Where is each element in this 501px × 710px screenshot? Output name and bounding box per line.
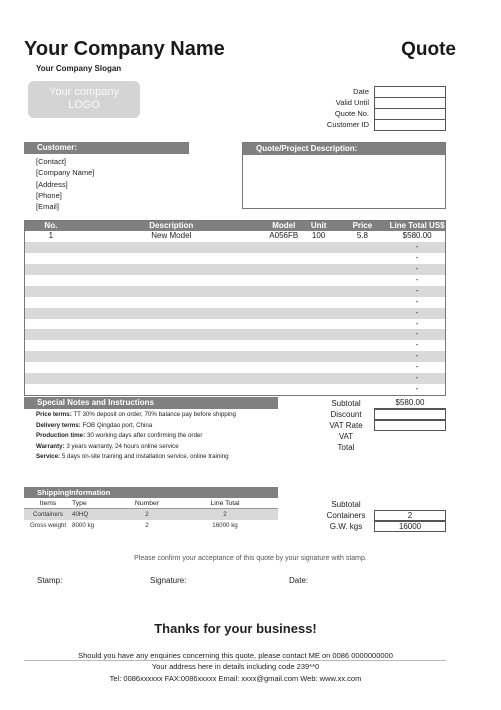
vat-rate-field[interactable] bbox=[374, 420, 446, 431]
vat-rate-label: VAT Rate bbox=[329, 421, 363, 430]
containers-field[interactable]: 2 bbox=[374, 510, 446, 521]
item-unit[interactable] bbox=[302, 242, 336, 253]
items-table bbox=[24, 220, 446, 396]
item-no[interactable] bbox=[25, 275, 77, 286]
gw-label: G.W. kgs bbox=[329, 522, 363, 531]
item-price[interactable] bbox=[336, 264, 390, 275]
date-signature-label: Date: bbox=[289, 576, 309, 585]
item-unit[interactable] bbox=[302, 362, 336, 373]
document-title: Quote bbox=[401, 39, 456, 60]
item-model[interactable] bbox=[266, 308, 302, 319]
item-model[interactable] bbox=[266, 329, 302, 340]
note-delivery-terms: Delivery terms: FOB Qingdao port, China bbox=[36, 421, 153, 429]
ship-total: 16000 kg bbox=[212, 522, 238, 529]
company-name: Your Company Name bbox=[24, 38, 225, 60]
item-model[interactable] bbox=[266, 242, 302, 253]
item-line-total[interactable]: - bbox=[415, 252, 419, 262]
table-row bbox=[25, 384, 445, 395]
item-no[interactable] bbox=[25, 286, 77, 297]
item-no[interactable] bbox=[25, 373, 77, 384]
item-price[interactable] bbox=[336, 297, 390, 308]
item-model[interactable] bbox=[266, 297, 302, 308]
item-unit[interactable] bbox=[302, 264, 336, 275]
shipping-row bbox=[24, 520, 278, 531]
item-price[interactable] bbox=[336, 373, 390, 384]
customer-email[interactable]: [Email] bbox=[36, 202, 59, 212]
item-model[interactable] bbox=[266, 264, 302, 275]
customer-company[interactable]: [Company Name] bbox=[36, 168, 95, 178]
company-slogan: Your Company Slogan bbox=[36, 64, 122, 73]
customer-id-label: Customer ID bbox=[326, 120, 369, 129]
table-row bbox=[25, 351, 445, 362]
item-price[interactable] bbox=[336, 242, 390, 253]
item-description[interactable] bbox=[77, 275, 266, 286]
item-model[interactable]: A056FB bbox=[269, 231, 299, 240]
item-price[interactable]: 5.8 bbox=[356, 231, 368, 240]
customer-id-field[interactable] bbox=[374, 119, 446, 131]
ship-number: 2 bbox=[145, 522, 149, 529]
item-unit[interactable] bbox=[302, 308, 336, 319]
item-line-total[interactable]: - bbox=[415, 274, 419, 284]
ship-type: 8000 kg bbox=[72, 522, 95, 529]
signature-label: Signature: bbox=[150, 576, 187, 585]
item-model[interactable] bbox=[266, 362, 302, 373]
ship-type: 40HQ bbox=[72, 511, 89, 518]
item-model[interactable] bbox=[266, 253, 302, 264]
item-price[interactable] bbox=[336, 308, 390, 319]
item-line-total[interactable]: - bbox=[415, 285, 419, 295]
item-no[interactable] bbox=[25, 351, 77, 362]
item-line-total[interactable]: - bbox=[415, 351, 419, 361]
table-row bbox=[25, 308, 445, 319]
customer-address[interactable]: [Address] bbox=[36, 179, 68, 189]
shipping-row bbox=[24, 509, 278, 520]
item-description[interactable] bbox=[77, 242, 266, 253]
gw-field[interactable]: 16000 bbox=[374, 521, 446, 532]
notes-heading: Special Notes and Instructions bbox=[24, 397, 278, 409]
stamp-label: Stamp: bbox=[37, 576, 63, 585]
subtotal-label: Subtotal bbox=[331, 399, 361, 408]
item-no[interactable] bbox=[25, 384, 77, 395]
item-description[interactable] bbox=[77, 351, 266, 362]
item-unit[interactable] bbox=[302, 340, 336, 351]
contact-text: Tel: 0086xxxxxx FAX:0086xxxxx Email: xxxx@gmail.com Web: www.xx.com bbox=[109, 674, 362, 683]
table-row bbox=[25, 231, 445, 242]
date-label: Date bbox=[353, 87, 369, 96]
customer-phone[interactable]: [Phone] bbox=[36, 190, 62, 200]
item-line-total[interactable]: - bbox=[415, 384, 419, 394]
item-price[interactable] bbox=[336, 384, 390, 395]
item-no[interactable] bbox=[25, 329, 77, 340]
item-unit[interactable] bbox=[302, 319, 336, 330]
item-unit[interactable] bbox=[302, 275, 336, 286]
item-description[interactable] bbox=[77, 384, 266, 395]
ship-item: Containers bbox=[33, 511, 63, 518]
enquiry-text: Should you have any enquiries concerning this quote, please contact ME on 0086 0000000000 bbox=[78, 651, 393, 660]
address-text: Your address here in details including code 239**0 bbox=[151, 662, 320, 671]
item-model[interactable] bbox=[266, 286, 302, 297]
customer-section bbox=[24, 142, 189, 212]
items-table-header bbox=[25, 221, 445, 231]
item-unit[interactable] bbox=[302, 329, 336, 340]
item-price[interactable] bbox=[336, 329, 390, 340]
customer-heading: Customer: bbox=[24, 142, 189, 154]
item-model[interactable] bbox=[266, 351, 302, 362]
table-row bbox=[25, 340, 445, 351]
subtotal-value: $580.00 bbox=[374, 398, 446, 409]
shipping-table bbox=[24, 487, 278, 531]
customer-contact[interactable]: [Contact] bbox=[36, 157, 67, 166]
ship-number: 2 bbox=[145, 511, 149, 518]
thanks-text: Thanks for your business! bbox=[154, 621, 317, 636]
item-price[interactable] bbox=[336, 340, 390, 351]
table-row bbox=[25, 242, 445, 253]
item-description[interactable] bbox=[77, 297, 266, 308]
logo-text-line1: Your company bbox=[49, 86, 119, 98]
logo-text-line2: LOGO bbox=[68, 99, 100, 111]
item-no[interactable] bbox=[25, 253, 77, 264]
item-unit[interactable]: 100 bbox=[311, 231, 326, 240]
ship-type-header: Type bbox=[72, 500, 87, 507]
item-line-total[interactable]: - bbox=[415, 307, 419, 317]
table-row bbox=[25, 362, 445, 373]
item-description[interactable] bbox=[77, 329, 266, 340]
total-label: Total bbox=[337, 443, 355, 452]
item-unit[interactable] bbox=[302, 373, 336, 384]
item-line-total[interactable]: - bbox=[415, 241, 419, 251]
item-price[interactable] bbox=[336, 362, 390, 373]
item-line-total[interactable]: - bbox=[415, 362, 419, 372]
table-row bbox=[25, 319, 445, 330]
item-line-total[interactable]: - bbox=[415, 329, 419, 339]
company-logo bbox=[28, 81, 140, 118]
item-description[interactable]: New Model bbox=[151, 231, 192, 240]
item-description[interactable] bbox=[77, 264, 266, 275]
item-price[interactable] bbox=[336, 275, 390, 286]
items-table-body bbox=[25, 231, 445, 395]
discount-field[interactable] bbox=[374, 409, 446, 420]
table-row bbox=[25, 297, 445, 308]
table-row bbox=[25, 264, 445, 275]
containers-label: Containers bbox=[326, 511, 366, 520]
item-description[interactable] bbox=[77, 253, 266, 264]
ship-number-header: Number bbox=[134, 500, 160, 507]
quote-no-label: Quote No. bbox=[334, 109, 369, 118]
item-price[interactable] bbox=[336, 253, 390, 264]
item-line-total[interactable]: - bbox=[415, 373, 419, 383]
shipping-header-row bbox=[24, 498, 278, 509]
item-description[interactable] bbox=[77, 373, 266, 384]
item-line-total[interactable]: - bbox=[415, 263, 419, 273]
discount-label: Discount bbox=[330, 410, 362, 419]
item-description[interactable] bbox=[77, 308, 266, 319]
item-unit[interactable] bbox=[302, 286, 336, 297]
item-no[interactable] bbox=[25, 340, 77, 351]
ship-items-header: Items bbox=[39, 500, 57, 507]
item-line-total[interactable]: - bbox=[415, 318, 419, 328]
item-unit[interactable] bbox=[302, 253, 336, 264]
item-no[interactable] bbox=[25, 297, 77, 308]
ship-item: Gross weight bbox=[29, 522, 67, 529]
project-heading: Quote/Project Description: bbox=[243, 143, 445, 155]
item-line-total[interactable]: - bbox=[415, 340, 419, 350]
confirm-text: Please confirm your acceptance of this quote by your signature with stamp. bbox=[134, 555, 367, 562]
note-warranty: Warranty: 3 years warranty, 24 hours online service bbox=[36, 442, 179, 450]
table-row bbox=[25, 373, 445, 384]
item-no[interactable] bbox=[25, 362, 77, 373]
notes-section bbox=[24, 397, 278, 463]
item-model[interactable] bbox=[266, 319, 302, 330]
item-description[interactable] bbox=[77, 319, 266, 330]
table-row bbox=[25, 275, 445, 286]
table-row bbox=[25, 253, 445, 264]
shipping-heading: ShippingInformation bbox=[24, 487, 278, 498]
col-total-header: Line Total US$ bbox=[389, 221, 445, 230]
ship-subtotal-label: Subtotal bbox=[331, 500, 361, 509]
ship-line-total-header: Line Total bbox=[210, 500, 240, 507]
item-unit[interactable] bbox=[302, 351, 336, 362]
col-description-header: Description bbox=[149, 221, 194, 230]
col-price-header: Price bbox=[352, 221, 373, 230]
item-description[interactable] bbox=[77, 362, 266, 373]
item-unit[interactable] bbox=[302, 297, 336, 308]
item-model[interactable] bbox=[266, 340, 302, 351]
item-price[interactable] bbox=[336, 319, 390, 330]
item-no[interactable]: 1 bbox=[48, 231, 54, 240]
col-unit-header: Unit bbox=[310, 221, 327, 230]
item-model[interactable] bbox=[266, 373, 302, 384]
item-no[interactable] bbox=[25, 264, 77, 275]
item-no[interactable] bbox=[25, 308, 77, 319]
ship-total: 2 bbox=[223, 511, 227, 518]
item-no[interactable] bbox=[25, 319, 77, 330]
item-model[interactable] bbox=[266, 384, 302, 395]
note-price-terms: Price terms: TT 30% deposit on order, 70% balance pay before shipping bbox=[36, 411, 236, 418]
note-production-time: Production time: 30 working days after confirming the order bbox=[36, 432, 203, 439]
valid-until-label: Valid Until bbox=[335, 98, 369, 107]
col-no-header: No. bbox=[44, 221, 58, 230]
item-description[interactable] bbox=[77, 286, 266, 297]
col-model-header: Model bbox=[272, 221, 296, 230]
item-unit[interactable] bbox=[302, 384, 336, 395]
table-row bbox=[25, 286, 445, 297]
table-row bbox=[25, 329, 445, 340]
footer-divider bbox=[24, 660, 446, 661]
vat-label: VAT bbox=[338, 432, 354, 441]
item-no[interactable] bbox=[25, 242, 77, 253]
item-line-total[interactable]: - bbox=[415, 296, 419, 306]
item-description[interactable] bbox=[77, 340, 266, 351]
item-line-total[interactable]: $580.00 bbox=[402, 231, 432, 240]
item-model[interactable] bbox=[266, 275, 302, 286]
project-description-box[interactable] bbox=[242, 142, 446, 209]
item-price[interactable] bbox=[336, 351, 390, 362]
item-price[interactable] bbox=[336, 286, 390, 297]
note-service: Service: 5 days on-site training and installation service, online training bbox=[36, 453, 229, 460]
